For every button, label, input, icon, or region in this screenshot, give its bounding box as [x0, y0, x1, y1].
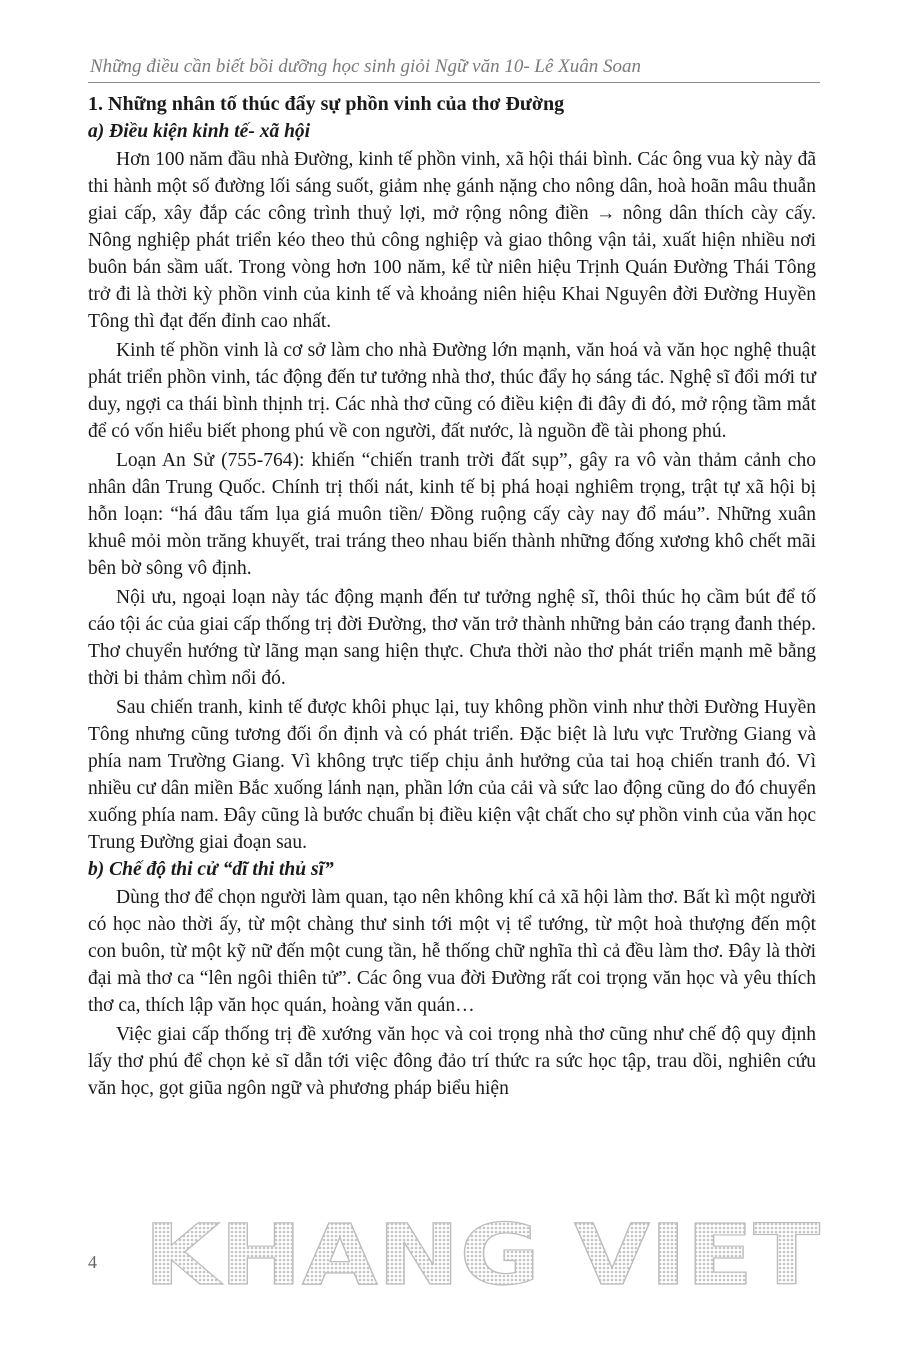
watermark-text: KHANG VIET — [144, 1218, 820, 1292]
paragraph: Hơn 100 năm đầu nhà Đường, kinh tế phồn vinh, xã hội thái bình. Các ông vua kỳ này đã thi hành một số đường lối sáng suốt, giảm nhẹ gánh nặng cho nông dân, hoà hoãn mâu thuẫn giai cấp, xây đắp các công trình thuỷ lợi, mở rộng nông điền → nông dân thích cày cấy. Nông nghiệp phát triển kéo theo thủ công nghiệp và giao thông vận tải, xuất hiện nhiều nơi buôn bán sầm uất. Trong vòng hơn 100 năm, kể từ niên hiệu Trịnh Quán Đường Thái Tông trở đi là thời kỳ phồn vinh của kinh tế và khoảng niên hiệu Khai Nguyên đời Đường Huyền Tông thì đạt đến đỉnh cao nhất. — [88, 149, 816, 332]
subsection-a-title: a) Điều kiện kinh tế- xã hội — [88, 121, 311, 142]
paragraph: Việc giai cấp thống trị đề xướng văn học và coi trọng nhà thơ cũng như chế độ quy định lấy thơ phú để chọn kẻ sĩ dẫn tới việc đông đảo trí thức ra sức học tập, trau dồi, nghiên cứu văn học, gọt giũa ngôn ngữ và phương pháp biểu hiện — [88, 1024, 816, 1099]
paragraph: Loạn An Sử (755-764): khiến “chiến tranh trời đất sụp”, gây ra vô vàn thảm cảnh cho nhân dân Trung Quốc. Chính trị thối nát, kinh tế bị phá hoại nghiêm trọng, trật tự xã hội bị hỗn loạn: “há đâu tấm lụa giá muôn tiền/ Đồng ruộng cấy cày nay đổ máu”. Những xuân khuê mỏi mòn trăng khuyết, trai tráng theo nhau biến thành những đống xương khô chết mãi bên bờ sông vô định. — [88, 450, 816, 579]
paragraph: Nội ưu, ngoại loạn này tác động mạnh đến tư tưởng nghệ sĩ, thôi thúc họ cầm bút để tố cáo tội ác của giai cấp thống trị đời Đường, thơ văn trở thành những bản cáo trạng đanh thép. Thơ chuyển hướng từ lãng mạn sang hiện thực. Chưa thời nào thơ phát triển mạnh mẽ bằng thời bi thảm chìm nổi đó. — [88, 587, 816, 689]
page-number: 4 — [88, 1252, 97, 1272]
section-heading: 1. Những nhân tố thúc đẩy sự phồn vinh của thơ Đường — [88, 93, 565, 115]
subsection-b-title: b) Chế độ thi cử “dĩ thi thủ sĩ” — [88, 859, 334, 880]
header-rule — [88, 82, 820, 83]
page-content — [88, 90, 816, 1102]
publisher-watermark — [142, 1218, 822, 1292]
paragraph: Sau chiến tranh, kinh tế được khôi phục lại, tuy không phồn vinh như thời Đường Huyền Tông nhưng cũng tương đối ổn định và có phát triển. Đặc biệt là lưu vực Trường Giang và phía nam Trường Giang. Vì không trực tiếp chịu ảnh hưởng của tai hoạ chiến tranh đó. Vì nhiều cư dân miền Bắc xuống lánh nạn, phần lớn của cải và sức lao động cũng do đó chuyển xuống phía nam. Đây cũng là bước chuẩn bị điều kiện vật chất cho sự phồn vinh của văn học Trung Đường giai đoạn sau. — [88, 697, 816, 853]
paragraph: Kinh tế phồn vinh là cơ sở làm cho nhà Đường lớn mạnh, văn hoá và văn học nghệ thuật phát triển phồn vinh, tác động đến tư tưởng nhà thơ, thúc đẩy họ sáng tác. Nghệ sĩ đổi mới tư duy, ngợi ca thái bình thịnh trị. Các nhà thơ cũng có điều kiện đi đây đi đó, mở rộng tầm mắt để có vốn hiểu biết phong phú về con người, đất nước, là nguồn đề tài phong phú. — [88, 340, 816, 442]
paragraph: Dùng thơ để chọn người làm quan, tạo nên không khí cả xã hội làm thơ. Bất kì một người có học nào thời ấy, từ một chàng thư sinh tới một vị tể tướng, từ một hoà thượng đến một con buôn, từ một kỹ nữ đến một cung tần, hễ thống chữ nghĩa thì cả đều làm thơ. Đây là thời đại mà thơ ca “lên ngôi thiên tử”. Các ông vua đời Đường rất coi trọng văn học và yêu thích thơ ca, thích lập văn học quán, hoàng văn quán… — [88, 887, 816, 1016]
running-header: Những điều cần biết bồi dưỡng học sinh giỏi Ngữ văn 10- Lê Xuân Soan — [90, 56, 642, 77]
